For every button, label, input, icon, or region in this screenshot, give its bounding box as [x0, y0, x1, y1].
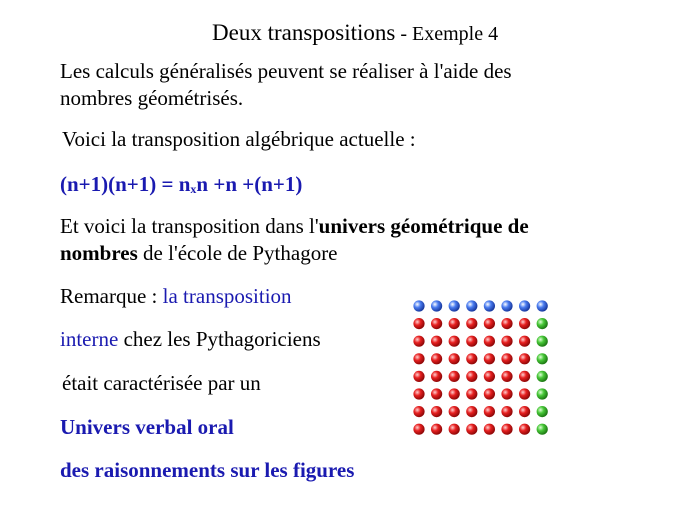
title-sub: - Exemple 4: [395, 23, 499, 45]
red-dot: [519, 406, 530, 417]
voici-line: Voici la transposition algébrique actuelle :: [62, 127, 416, 151]
raisonnements-line: des raisonnements sur les figures: [60, 458, 355, 482]
red-dot: [501, 388, 512, 399]
green-dot: [537, 424, 548, 435]
red-dot: [413, 424, 424, 435]
green-dot: [537, 371, 548, 382]
red-dot: [501, 371, 512, 382]
remarque-label: Remarque :: [60, 284, 163, 308]
red-dot: [519, 388, 530, 399]
interne-rest: chez les Pythagoriciens: [118, 327, 321, 351]
red-dot: [484, 424, 495, 435]
red-dot: [431, 318, 442, 329]
red-dot: [484, 406, 495, 417]
red-dot: [519, 336, 530, 347]
red-dot: [484, 353, 495, 364]
red-dot: [413, 336, 424, 347]
red-dot: [484, 371, 495, 382]
red-dot: [466, 388, 477, 399]
red-dot: [501, 424, 512, 435]
red-dot: [413, 318, 424, 329]
blue-dot: [449, 300, 460, 311]
red-dot: [466, 371, 477, 382]
blue-dot: [519, 300, 530, 311]
red-dot: [501, 336, 512, 347]
intro-line-2: nombres géométrisés.: [60, 86, 244, 110]
red-dot: [501, 406, 512, 417]
red-dot: [519, 318, 530, 329]
red-dot: [431, 406, 442, 417]
red-dot: [484, 336, 495, 347]
green-dot: [537, 406, 548, 417]
red-dot: [449, 371, 460, 382]
intro-line-1: Les calculs généralisés peuvent se réaliser à l'aide des: [60, 59, 512, 83]
formula-part2: n +n +(n+1): [196, 172, 303, 196]
green-dot: [537, 353, 548, 364]
formula-times: x: [190, 182, 197, 196]
et-line-2-a: nombres: [60, 241, 138, 265]
et-line-1-a: Et voici la transposition dans l': [60, 214, 319, 238]
blue-dot: [501, 300, 512, 311]
red-dot: [519, 371, 530, 382]
green-dot: [537, 336, 548, 347]
red-dot: [466, 318, 477, 329]
red-dot: [466, 424, 477, 435]
red-dot: [413, 388, 424, 399]
red-dot: [449, 406, 460, 417]
blue-dot: [431, 300, 442, 311]
etait-line: était caractérisée par un: [62, 371, 261, 395]
red-dot: [501, 318, 512, 329]
interne-blue: interne: [60, 327, 119, 351]
red-dot: [466, 336, 477, 347]
remarque-blue: la transposition: [162, 284, 292, 308]
blue-dot: [413, 300, 424, 311]
blue-dot: [484, 300, 495, 311]
red-dot: [484, 318, 495, 329]
title-main: Deux transpositions: [212, 20, 396, 45]
et-line-2-b: de l'école de Pythagore: [137, 241, 338, 265]
red-dot: [431, 388, 442, 399]
red-dot: [431, 371, 442, 382]
red-dot: [413, 406, 424, 417]
red-dot: [519, 353, 530, 364]
blue-dot: [466, 300, 477, 311]
et-line-1-b: univers géométrique de: [318, 214, 529, 238]
red-dot: [431, 353, 442, 364]
red-dot: [449, 318, 460, 329]
red-dot: [484, 388, 495, 399]
blue-dot: [537, 300, 548, 311]
red-dot: [431, 336, 442, 347]
red-dot: [431, 424, 442, 435]
red-dot: [466, 353, 477, 364]
univers-line: Univers verbal oral: [60, 415, 234, 439]
green-dot: [537, 318, 548, 329]
red-dot: [413, 353, 424, 364]
red-dot: [449, 353, 460, 364]
red-dot: [413, 371, 424, 382]
red-dot: [519, 424, 530, 435]
red-dot: [449, 336, 460, 347]
red-dot: [449, 424, 460, 435]
red-dot: [501, 353, 512, 364]
formula-part1: (n+1)(n+1) = n: [60, 172, 191, 196]
green-dot: [537, 388, 548, 399]
red-dot: [449, 388, 460, 399]
red-dot: [466, 406, 477, 417]
